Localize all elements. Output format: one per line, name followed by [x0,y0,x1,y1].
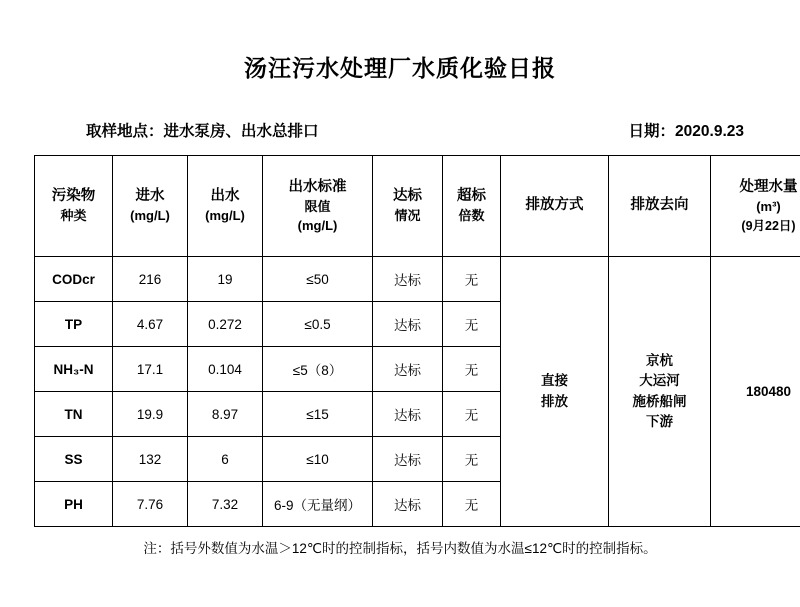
row-exceed: 无 [443,392,501,437]
row-name: NH₃-N [35,347,113,392]
header-influent-line1: 进水 [136,188,165,204]
header-standard-unit: (mg/L) [264,217,371,236]
header-exceed-line1: 超标 [457,188,486,204]
header-standard-line1: 出水标准 [289,179,347,195]
page-title: 汤汪污水处理厂水质化验日报 [34,50,766,83]
header-volume-unit: (m³) [712,198,800,217]
row-compliance: 达标 [373,347,443,392]
row-exceed: 无 [443,437,501,482]
header-discharge-destination: 排放去向 [609,156,711,257]
header-influent [113,156,188,257]
meta-row [34,119,766,141]
footnote: 注：括号外数值为水温＞12℃时的控制指标，括号内数值为水温≤12℃时的控制指标。 [34,537,766,557]
row-compliance: 达标 [373,482,443,527]
row-exceed: 无 [443,347,501,392]
row-name: TP [35,302,113,347]
header-effluent-line1: 出水 [211,188,240,204]
header-volume-line1: 处理水量 [740,179,798,195]
row-exceed: 无 [443,482,501,527]
header-pollutant-line2: 种类 [36,207,111,226]
row-compliance: 达标 [373,302,443,347]
row-exceed: 无 [443,257,501,302]
row-effluent: 19 [188,257,263,302]
row-name: CODcr [35,257,113,302]
header-discharge-method: 排放方式 [501,156,609,257]
row-influent: 7.76 [113,482,188,527]
table-row [35,257,800,302]
row-name: PH [35,482,113,527]
row-effluent: 0.104 [188,347,263,392]
table-header-row [35,156,800,257]
report-page [0,50,800,607]
discharge-method-line1: 直接 [502,371,607,391]
row-influent: 4.67 [113,302,188,347]
header-compliance [373,156,443,257]
row-compliance: 达标 [373,437,443,482]
header-pollutant-line1: 污染物 [52,188,96,204]
row-name: TN [35,392,113,437]
row-compliance: 达标 [373,392,443,437]
row-influent: 132 [113,437,188,482]
header-effluent [188,156,263,257]
discharge-destination-line3: 施桥船闸 [610,392,709,412]
row-effluent: 6 [188,437,263,482]
discharge-destination-line2: 大运河 [610,371,709,391]
row-name: SS [35,437,113,482]
row-standard: ≤5（8） [263,347,373,392]
header-volume-date: (9月22日) [712,217,800,235]
header-exceed [443,156,501,257]
row-standard: 6-9（无量纲） [263,482,373,527]
row-standard: ≤50 [263,257,373,302]
row-influent: 216 [113,257,188,302]
row-standard: ≤0.5 [263,302,373,347]
water-quality-table [34,155,800,527]
row-influent: 19.9 [113,392,188,437]
row-standard: ≤15 [263,392,373,437]
discharge-method-line2: 排放 [502,392,607,412]
row-effluent: 8.97 [188,392,263,437]
header-standard [263,156,373,257]
header-compliance-line2: 情况 [374,207,441,226]
row-effluent: 0.272 [188,302,263,347]
row-compliance: 达标 [373,257,443,302]
report-date: 日期：2020.9.23 [629,119,744,141]
discharge-destination-line4: 下游 [610,412,709,432]
cell-treated-volume: 180480 [711,257,800,527]
header-exceed-line2: 倍数 [444,207,499,226]
cell-discharge-method [501,257,609,527]
header-influent-unit: (mg/L) [114,207,186,226]
cell-discharge-destination [609,257,711,527]
header-effluent-unit: (mg/L) [189,207,261,226]
row-exceed: 无 [443,302,501,347]
header-volume [711,156,800,257]
row-influent: 17.1 [113,347,188,392]
header-compliance-line1: 达标 [393,188,422,204]
header-pollutant [35,156,113,257]
row-standard: ≤10 [263,437,373,482]
header-standard-line2: 限值 [264,198,371,217]
discharge-destination-line1: 京杭 [610,351,709,371]
sampling-location: 取样地点：进水泵房、出水总排口 [86,119,319,141]
row-effluent: 7.32 [188,482,263,527]
